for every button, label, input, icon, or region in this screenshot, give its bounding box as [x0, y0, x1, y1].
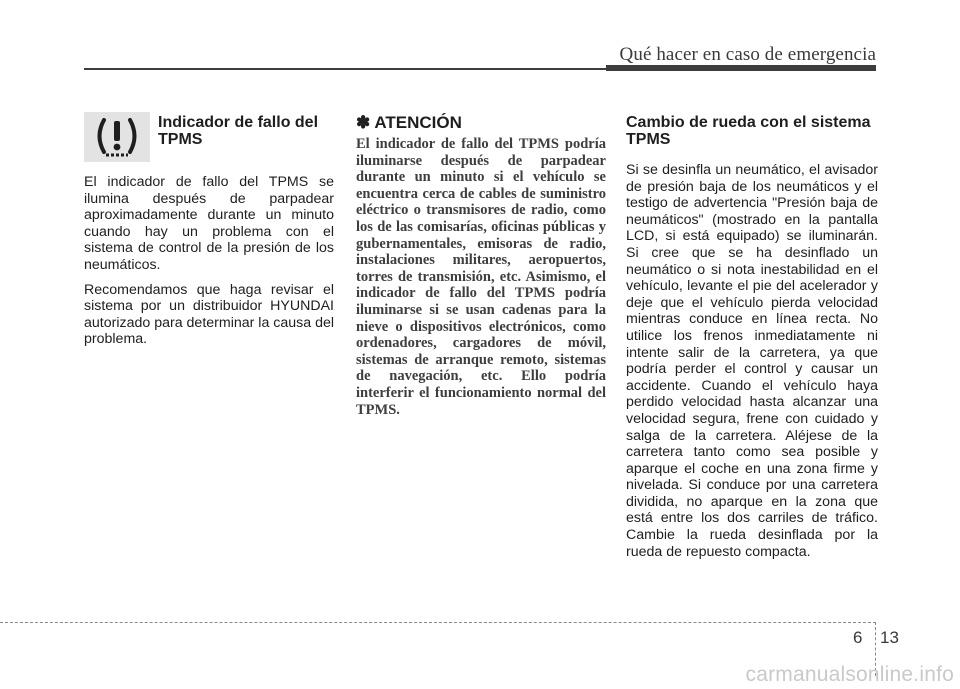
- footer-rule: [0, 622, 876, 623]
- tire-change-title: Cambio de rueda con el sistema TPMS: [626, 114, 871, 148]
- attention-title: ✽ ATENCIÓN: [356, 113, 462, 132]
- header-title: Qué hacer en caso de emergencia: [619, 44, 876, 65]
- page-number: 13: [880, 628, 899, 647]
- tpms-warning-icon: [84, 112, 150, 162]
- indicator-paragraph-1: El indicador de fallo del TPMS se ilumina después de parpadear aproximadamente durante un minuto cuando hay un problema con el sistema de control de la presión de los neumáticos.: [84, 174, 334, 273]
- indicator-title: Indicador de fallo del TPMS: [158, 114, 319, 148]
- chapter-number: 6: [853, 628, 863, 647]
- tpms-indicator-section: [84, 112, 334, 356]
- tire-change-body: Si se desinfla un neumático, el avisador de presión baja de los neumáticos y el testigo de advertencia "Presión baja de neumáticos" (mostrado en la pantalla LCD, si está equipado) se iluminarán. Si cree que se ha desinflado un neumático o si nota inestabilidad en el vehículo, levante el pie del acelerador y deje que el vehículo pierda velocidad mientras conduce en línea recta. No utilice los frenos inmediatamente ni intente salir de la carretera, ya que podría perder el control y causar un accidente. Cuando el vehículo haya perdido velocidad hasta alcanzar una velocidad segura, frene con cuidado y salga de la carretera. Aléjese de la carretera tanto como sea posible y aparque el coche en una zona firme y nivelada. Si conduce por una carretera dividida, no aparque en la zona que está entre los dos carriles de tráfico. Cambie la rueda desinflada por la rueda de repuesto compacta.: [626, 162, 878, 560]
- tire-change-section: [626, 112, 878, 568]
- indicator-paragraph-2: Recomendamos que haga revisar el sistema por un distribuidor HYUNDAI autorizado para determinar la causa del problema.: [84, 281, 335, 348]
- attention-body: El indicador de fallo del TPMS podría iluminarse después de parpadear durante un minuto si el vehículo se encuentra cerca de cables de suministro eléctrico o transmisores de radio, como los de las comisarías, oficinas públicas y gubernamentales, emisoras de radio, instalaciones militares, aeropuertos, torres de transmisión, etc. Asimismo, el indicador de fallo del TPMS podría iluminarse si se usan cadenas para la nieve o dispositivos electrónicos, como ordenadores, cargadores de móvil, sistemas de arranque remoto, sistemas de navegación, etc. Ello podría interferir el funcionamiento normal del TPMS.: [356, 136, 606, 418]
- attention-section: [356, 112, 606, 418]
- watermark: carmanualsonline.info: [745, 663, 954, 686]
- header-rule-accent: [606, 65, 876, 71]
